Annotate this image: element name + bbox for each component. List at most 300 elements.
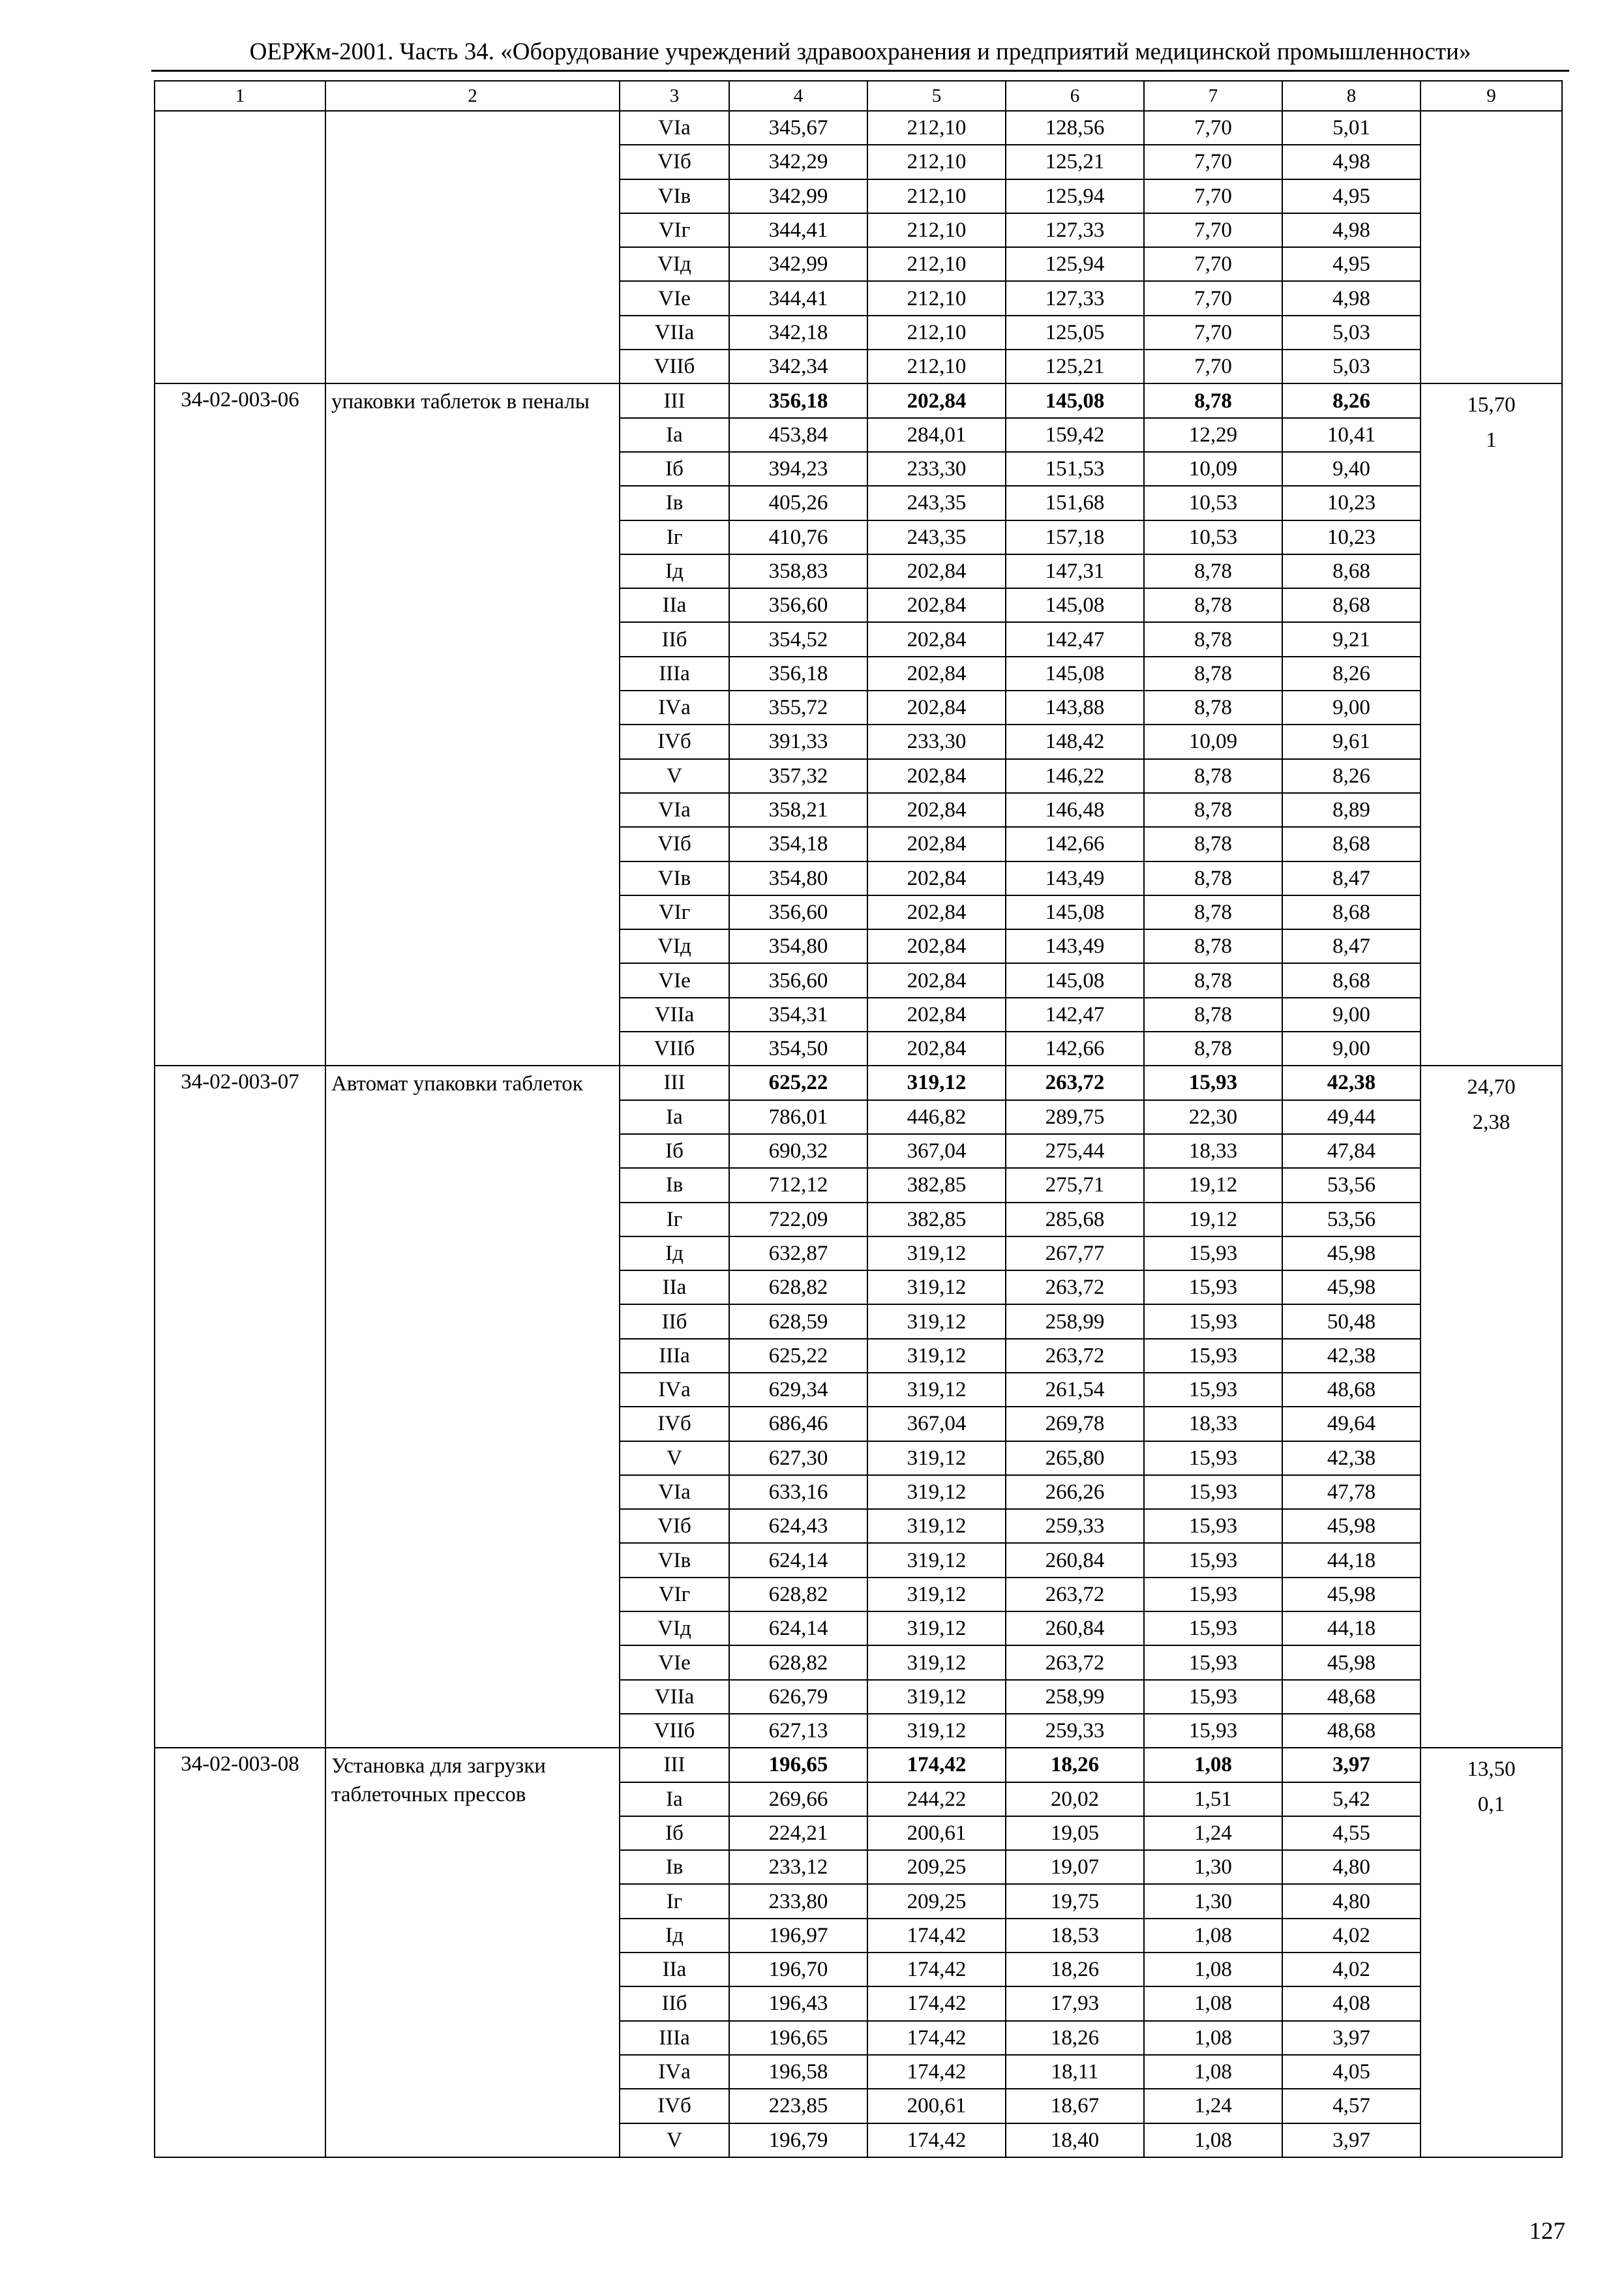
value-cell: 4,02 (1282, 1919, 1421, 1952)
value-cell: 125,94 (1006, 247, 1144, 281)
value-cell: 391,33 (729, 725, 867, 758)
labor-cost-value: 13,50 (1467, 1758, 1516, 1782)
value-cell: 269,66 (729, 1782, 867, 1816)
value-cell: 10,53 (1144, 486, 1282, 520)
rate-name: упаковки таблеток в пеналы (325, 383, 620, 1066)
value-cell: 145,08 (1006, 895, 1144, 929)
value-cell: 53,56 (1282, 1168, 1421, 1202)
value-cell: 48,68 (1282, 1373, 1421, 1407)
value-cell: 8,78 (1144, 929, 1282, 963)
value-cell: 9,00 (1282, 998, 1421, 1032)
zone-cell: IVб (620, 2089, 729, 2123)
zone-cell: IIа (620, 1952, 729, 1986)
value-cell: 624,14 (729, 1543, 867, 1577)
zone-cell: VIд (620, 929, 729, 963)
value-cell: 259,33 (1006, 1714, 1144, 1748)
value-cell: 18,33 (1144, 1134, 1282, 1168)
value-cell: 627,30 (729, 1441, 867, 1475)
value-cell: 53,56 (1282, 1203, 1421, 1236)
value-cell: 202,84 (867, 759, 1006, 793)
value-cell: 354,52 (729, 622, 867, 656)
value-cell: 4,80 (1282, 1884, 1421, 1918)
value-cell: 143,49 (1006, 861, 1144, 895)
page-number: 127 (1529, 2218, 1565, 2245)
value-cell: 15,93 (1144, 1645, 1282, 1679)
value-cell: 8,78 (1144, 691, 1282, 725)
value-cell: 125,21 (1006, 350, 1144, 383)
value-cell: 1,24 (1144, 2089, 1282, 2123)
value-cell: 233,30 (867, 725, 1006, 758)
value-cell: 15,93 (1144, 1304, 1282, 1338)
value-cell: 319,12 (867, 1714, 1006, 1748)
value-cell: 629,34 (729, 1373, 867, 1407)
value-cell: 4,05 (1282, 2055, 1421, 2089)
value-cell: 1,08 (1144, 2055, 1282, 2089)
value-cell: 15,93 (1144, 1373, 1282, 1407)
labor-cost-value: 15,70 (1467, 393, 1516, 417)
value-cell: 19,75 (1006, 1884, 1144, 1918)
value-cell: 8,68 (1282, 588, 1421, 622)
value-cell: 146,48 (1006, 793, 1144, 827)
value-cell: 628,82 (729, 1270, 867, 1304)
value-cell: 7,70 (1144, 281, 1282, 315)
zone-cell: IIIа (620, 657, 729, 691)
value-cell: 18,53 (1006, 1919, 1144, 1952)
value-cell: 8,68 (1282, 827, 1421, 861)
value-cell: 196,97 (729, 1919, 867, 1952)
value-cell: 212,10 (867, 316, 1006, 350)
zone-cell: Iб (620, 1816, 729, 1850)
value-cell: 145,08 (1006, 657, 1144, 691)
value-cell: 319,12 (867, 1236, 1006, 1270)
value-cell: 209,25 (867, 1850, 1006, 1884)
rate-name: Установка для загрузки таблеточных прессов (325, 1748, 620, 2157)
value-cell: 319,12 (867, 1543, 1006, 1577)
value-cell: 244,22 (867, 1782, 1006, 1816)
zone-cell: III (620, 383, 729, 417)
value-cell: 354,18 (729, 827, 867, 861)
zone-cell: VIб (620, 1509, 729, 1543)
value-cell: 202,84 (867, 827, 1006, 861)
value-cell: 319,12 (867, 1475, 1006, 1509)
value-cell: 17,93 (1006, 1986, 1144, 2020)
value-cell: 289,75 (1006, 1100, 1144, 1134)
value-cell: 342,99 (729, 179, 867, 213)
value-cell: 1,30 (1144, 1884, 1282, 1918)
value-cell: 9,21 (1282, 622, 1421, 656)
value-cell: 15,93 (1144, 1441, 1282, 1475)
value-cell: 145,08 (1006, 588, 1144, 622)
value-cell: 202,84 (867, 622, 1006, 656)
value-cell: 15,93 (1144, 1680, 1282, 1714)
value-cell: 356,18 (729, 657, 867, 691)
value-cell: 233,80 (729, 1884, 867, 1918)
value-cell: 319,12 (867, 1645, 1006, 1679)
value-cell: 8,68 (1282, 554, 1421, 588)
value-cell: 18,33 (1144, 1407, 1282, 1441)
value-cell: 319,12 (867, 1373, 1006, 1407)
zone-cell: Iд (620, 1919, 729, 1952)
zone-cell: VIд (620, 247, 729, 281)
value-cell: 202,84 (867, 691, 1006, 725)
value-cell: 266,26 (1006, 1475, 1144, 1509)
value-cell: 49,64 (1282, 1407, 1421, 1441)
value-cell: 202,84 (867, 793, 1006, 827)
value-cell: 202,84 (867, 383, 1006, 417)
value-cell: 410,76 (729, 520, 867, 554)
zone-cell: Iв (620, 486, 729, 520)
value-cell: 45,98 (1282, 1645, 1421, 1679)
value-cell: 4,08 (1282, 1986, 1421, 2020)
column-number: 3 (620, 81, 729, 111)
zone-cell: VIIа (620, 998, 729, 1032)
value-cell: 15,93 (1144, 1236, 1282, 1270)
value-cell: 4,80 (1282, 1850, 1421, 1884)
value-cell: 10,53 (1144, 520, 1282, 554)
value-cell: 48,68 (1282, 1714, 1421, 1748)
value-cell: 45,98 (1282, 1509, 1421, 1543)
value-cell: 259,33 (1006, 1509, 1144, 1543)
value-cell: 127,33 (1006, 281, 1144, 315)
value-cell: 18,26 (1006, 1952, 1144, 1986)
value-cell: 8,47 (1282, 929, 1421, 963)
value-cell: 200,61 (867, 1816, 1006, 1850)
value-cell: 1,08 (1144, 1952, 1282, 1986)
value-cell: 145,08 (1006, 963, 1144, 997)
value-cell: 202,84 (867, 657, 1006, 691)
value-cell: 1,30 (1144, 1850, 1282, 1884)
zone-cell: III (620, 1748, 729, 1782)
value-cell: 3,97 (1282, 1748, 1421, 1782)
value-cell: 354,80 (729, 861, 867, 895)
value-cell: 15,93 (1144, 1578, 1282, 1611)
value-cell: 260,84 (1006, 1543, 1144, 1577)
zone-cell: VIIб (620, 1714, 729, 1748)
value-cell: 50,48 (1282, 1304, 1421, 1338)
value-cell: 1,08 (1144, 2021, 1282, 2055)
column-number: 4 (729, 81, 867, 111)
zone-cell: VIв (620, 179, 729, 213)
value-cell: 7,70 (1144, 179, 1282, 213)
value-cell: 15,93 (1144, 1543, 1282, 1577)
value-cell: 446,82 (867, 1100, 1006, 1134)
value-cell: 344,41 (729, 213, 867, 247)
value-cell: 15,93 (1144, 1611, 1282, 1645)
value-cell: 4,02 (1282, 1952, 1421, 1986)
value-cell: 223,85 (729, 2089, 867, 2123)
value-cell: 159,42 (1006, 418, 1144, 452)
value-cell: 4,95 (1282, 179, 1421, 213)
zone-cell: IIб (620, 1304, 729, 1338)
zone-cell: Iг (620, 1884, 729, 1918)
value-cell: 9,40 (1282, 452, 1421, 486)
value-cell: 142,47 (1006, 998, 1144, 1032)
value-cell: 265,80 (1006, 1441, 1144, 1475)
value-cell: 15,93 (1144, 1270, 1282, 1304)
zone-cell: VIа (620, 111, 729, 145)
zone-cell: Iа (620, 418, 729, 452)
value-cell: 405,26 (729, 486, 867, 520)
value-cell: 45,98 (1282, 1270, 1421, 1304)
value-cell: 319,12 (867, 1680, 1006, 1714)
value-cell: 625,22 (729, 1066, 867, 1100)
value-cell: 174,42 (867, 1919, 1006, 1952)
value-cell: 142,66 (1006, 827, 1144, 861)
zone-cell: Iб (620, 1134, 729, 1168)
value-cell: 8,68 (1282, 895, 1421, 929)
value-cell: 263,72 (1006, 1578, 1144, 1611)
value-cell: 196,70 (729, 1952, 867, 1986)
value-cell: 18,67 (1006, 2089, 1144, 2123)
value-cell: 19,12 (1144, 1203, 1282, 1236)
value-cell: 202,84 (867, 963, 1006, 997)
value-cell: 8,78 (1144, 383, 1282, 417)
value-cell: 15,93 (1144, 1714, 1282, 1748)
value-cell: 8,78 (1144, 895, 1282, 929)
value-cell: 8,78 (1144, 1032, 1282, 1066)
zone-cell: VIв (620, 1543, 729, 1577)
value-cell: 15,93 (1144, 1339, 1282, 1373)
value-cell: 243,35 (867, 520, 1006, 554)
value-cell: 8,78 (1144, 588, 1282, 622)
value-cell: 145,08 (1006, 383, 1144, 417)
value-cell: 263,72 (1006, 1339, 1144, 1373)
value-cell: 22,30 (1144, 1100, 1282, 1134)
value-cell: 127,33 (1006, 213, 1144, 247)
value-cell: 382,85 (867, 1203, 1006, 1236)
value-cell: 8,26 (1282, 657, 1421, 691)
value-cell: 7,70 (1144, 350, 1282, 383)
value-cell: 212,10 (867, 350, 1006, 383)
zone-cell: IIа (620, 588, 729, 622)
value-cell: 5,03 (1282, 316, 1421, 350)
value-cell: 8,26 (1282, 759, 1421, 793)
zone-cell: IVа (620, 2055, 729, 2089)
value-cell: 243,35 (867, 486, 1006, 520)
value-cell: 196,65 (729, 2021, 867, 2055)
value-cell: 7,70 (1144, 316, 1282, 350)
value-cell: 258,99 (1006, 1680, 1144, 1714)
value-cell: 4,95 (1282, 247, 1421, 281)
value-cell: 3,97 (1282, 2123, 1421, 2157)
value-cell: 628,59 (729, 1304, 867, 1338)
value-cell: 632,87 (729, 1236, 867, 1270)
zone-cell: IIIа (620, 2021, 729, 2055)
value-cell: 1,51 (1144, 1782, 1282, 1816)
value-cell: 18,40 (1006, 2123, 1144, 2157)
zone-cell: VIг (620, 213, 729, 247)
value-cell: 128,56 (1006, 111, 1144, 145)
zone-cell: IIIа (620, 1339, 729, 1373)
value-cell: 4,98 (1282, 145, 1421, 179)
table-body (155, 81, 1562, 2157)
value-cell: 196,58 (729, 2055, 867, 2089)
zone-cell: IVа (620, 691, 729, 725)
value-cell: 354,50 (729, 1032, 867, 1066)
value-cell: 202,84 (867, 998, 1006, 1032)
value-cell: 8,89 (1282, 793, 1421, 827)
value-cell: 5,03 (1282, 350, 1421, 383)
column-number-row (155, 81, 1562, 111)
value-cell: 48,68 (1282, 1680, 1421, 1714)
column-number: 1 (155, 81, 325, 111)
value-cell: 202,84 (867, 1032, 1006, 1066)
value-cell: 1,08 (1144, 2123, 1282, 2157)
rate-name: Автомат упаковки таблеток (325, 1066, 620, 1748)
value-cell: 42,38 (1282, 1066, 1421, 1100)
value-cell: 1,24 (1144, 1816, 1282, 1850)
zone-cell: V (620, 2123, 729, 2157)
value-cell: 319,12 (867, 1066, 1006, 1100)
zone-cell: Iв (620, 1168, 729, 1202)
value-cell: 263,72 (1006, 1270, 1144, 1304)
zone-cell: VIIа (620, 316, 729, 350)
zone-cell: IVб (620, 725, 729, 758)
value-cell: 224,21 (729, 1816, 867, 1850)
value-cell: 4,57 (1282, 2089, 1421, 2123)
value-cell: 1,08 (1144, 1919, 1282, 1952)
zone-cell: Iд (620, 554, 729, 588)
value-cell: 624,14 (729, 1611, 867, 1645)
zone-cell: Iб (620, 452, 729, 486)
zone-cell: VIIб (620, 350, 729, 383)
value-cell: 202,84 (867, 554, 1006, 588)
value-cell: 626,79 (729, 1680, 867, 1714)
value-cell: 49,44 (1282, 1100, 1421, 1134)
value-cell: 722,09 (729, 1203, 867, 1236)
value-cell: 143,49 (1006, 929, 1144, 963)
value-cell: 42,38 (1282, 1441, 1421, 1475)
value-cell: 8,78 (1144, 827, 1282, 861)
rates-table (154, 80, 1563, 2158)
value-cell: 319,12 (867, 1611, 1006, 1645)
value-cell: 10,41 (1282, 418, 1421, 452)
column-number: 5 (867, 81, 1006, 111)
value-cell: 202,84 (867, 895, 1006, 929)
value-cell: 19,07 (1006, 1850, 1144, 1884)
value-cell: 212,10 (867, 281, 1006, 315)
value-cell: 9,00 (1282, 1032, 1421, 1066)
value-cell: 8,78 (1144, 861, 1282, 895)
labor-cost-value: 0,1 (1477, 1793, 1505, 1817)
zone-cell: Iг (620, 1203, 729, 1236)
value-cell: 10,09 (1144, 452, 1282, 486)
value-cell: 174,42 (867, 2123, 1006, 2157)
value-cell: 196,79 (729, 2123, 867, 2157)
value-cell: 786,01 (729, 1100, 867, 1134)
value-cell: 342,99 (729, 247, 867, 281)
value-cell: 712,12 (729, 1168, 867, 1202)
value-cell: 625,22 (729, 1339, 867, 1373)
rate-code (155, 111, 325, 383)
value-cell: 212,10 (867, 213, 1006, 247)
zone-cell: V (620, 759, 729, 793)
zone-cell: IIб (620, 1986, 729, 2020)
value-cell: 7,70 (1144, 247, 1282, 281)
value-cell: 8,68 (1282, 963, 1421, 997)
value-cell: 15,93 (1144, 1509, 1282, 1543)
value-cell: 8,78 (1144, 554, 1282, 588)
value-cell: 356,60 (729, 895, 867, 929)
value-cell: 125,94 (1006, 179, 1144, 213)
value-cell: 319,12 (867, 1270, 1006, 1304)
value-cell: 260,84 (1006, 1611, 1144, 1645)
value-cell: 358,83 (729, 554, 867, 588)
value-cell: 174,42 (867, 2021, 1006, 2055)
value-cell: 319,12 (867, 1578, 1006, 1611)
zone-cell: VIб (620, 145, 729, 179)
value-cell: 354,31 (729, 998, 867, 1032)
value-cell: 8,78 (1144, 622, 1282, 656)
value-cell: 174,42 (867, 1952, 1006, 1986)
value-cell: 258,99 (1006, 1304, 1144, 1338)
zone-cell: IIа (620, 1270, 729, 1304)
value-cell: 151,68 (1006, 486, 1144, 520)
zone-cell: III (620, 1066, 729, 1100)
value-cell: 356,60 (729, 588, 867, 622)
value-cell: 44,18 (1282, 1543, 1421, 1577)
zone-cell: VIе (620, 281, 729, 315)
zone-cell: VIа (620, 793, 729, 827)
value-cell: 209,25 (867, 1884, 1006, 1918)
value-cell: 174,42 (867, 2055, 1006, 2089)
value-cell: 342,29 (729, 145, 867, 179)
value-cell: 147,31 (1006, 554, 1144, 588)
value-cell: 624,43 (729, 1509, 867, 1543)
value-cell: 20,02 (1006, 1782, 1144, 1816)
column-number: 6 (1006, 81, 1144, 111)
value-cell: 47,84 (1282, 1134, 1421, 1168)
value-cell: 1,08 (1144, 1748, 1282, 1782)
zone-cell: IVб (620, 1407, 729, 1441)
value-cell: 151,53 (1006, 452, 1144, 486)
labor-cost-cell (1421, 383, 1562, 1066)
value-cell: 10,23 (1282, 486, 1421, 520)
value-cell: 7,70 (1144, 145, 1282, 179)
value-cell: 354,80 (729, 929, 867, 963)
value-cell: 686,46 (729, 1407, 867, 1441)
value-cell: 143,88 (1006, 691, 1144, 725)
value-cell: 275,44 (1006, 1134, 1144, 1168)
zone-cell: VIв (620, 861, 729, 895)
value-cell: 196,43 (729, 1986, 867, 2020)
zone-cell: VIг (620, 1578, 729, 1611)
labor-cost-cell (1421, 1748, 1562, 2157)
zone-cell: VIг (620, 895, 729, 929)
value-cell: 8,26 (1282, 383, 1421, 417)
value-cell: 3,97 (1282, 2021, 1421, 2055)
value-cell: 263,72 (1006, 1066, 1144, 1100)
value-cell: 233,12 (729, 1850, 867, 1884)
zone-cell: Iг (620, 520, 729, 554)
value-cell: 200,61 (867, 2089, 1006, 2123)
value-cell: 148,42 (1006, 725, 1144, 758)
value-cell: 212,10 (867, 145, 1006, 179)
value-cell: 15,93 (1144, 1066, 1282, 1100)
value-cell: 15,93 (1144, 1475, 1282, 1509)
table-row (155, 383, 1562, 417)
value-cell: 8,78 (1144, 963, 1282, 997)
value-cell: 319,12 (867, 1304, 1006, 1338)
value-cell: 628,82 (729, 1645, 867, 1679)
column-number: 9 (1421, 81, 1562, 111)
value-cell: 19,05 (1006, 1816, 1144, 1850)
value-cell: 18,26 (1006, 1748, 1144, 1782)
value-cell: 8,47 (1282, 861, 1421, 895)
value-cell: 45,98 (1282, 1578, 1421, 1611)
value-cell: 142,47 (1006, 622, 1144, 656)
value-cell: 8,78 (1144, 759, 1282, 793)
